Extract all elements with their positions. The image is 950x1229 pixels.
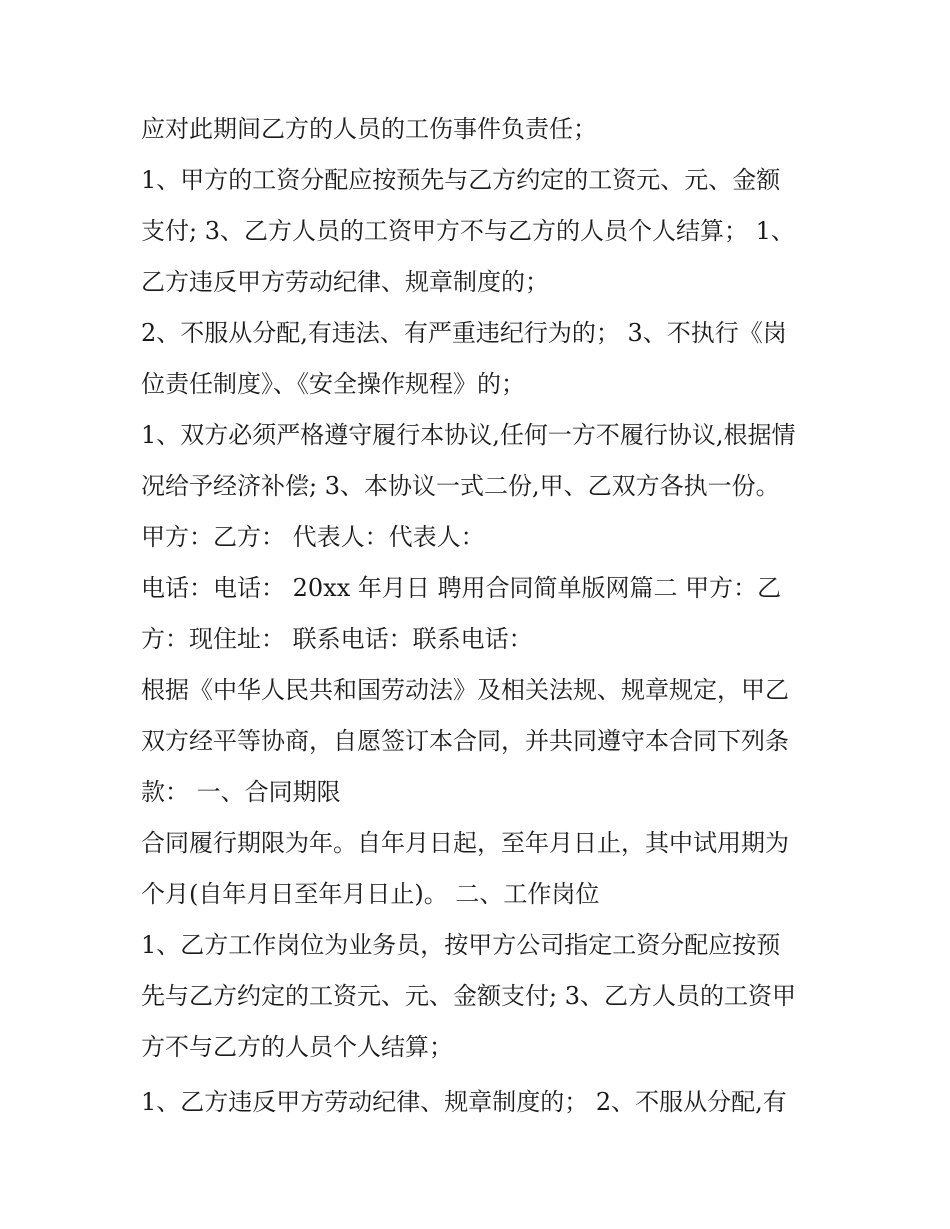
text-line: 先与乙方约定的工资元、元、金额支付; 3、乙方人员的工资甲: [141, 982, 796, 1010]
text-line: 1、乙方违反甲方劳动纪律、规章制度的； 2、不服从分配,有: [141, 1088, 787, 1116]
text-line: 方不与乙方的人员个人结算；: [141, 1033, 453, 1061]
text-line: 位责任制度》、《安全操作规程》的；: [141, 370, 525, 398]
text-line: 款： 一、合同期限: [141, 778, 341, 806]
text-line: 乙方违反甲方劳动纪律、规章制度的；: [141, 268, 549, 296]
text-line: 甲方：乙方： 代表人：代表人：: [141, 523, 485, 551]
text-line: 1、乙方工作岗位为业务员，按甲方公司指定工资分配应按预: [141, 931, 781, 959]
text-line: 应对此期间乙方的人员的工伤事件负责任；: [141, 115, 597, 143]
document-body: [141, 104, 821, 1128]
text-line: 双方经平等协商，自愿签订本合同，并共同遵守本合同下列条: [141, 727, 789, 755]
text-line: 个月(自年月日至年月日止)。 二、工作岗位: [141, 880, 600, 908]
text-line: 支付; 3、乙方人员的工资甲方不与乙方的人员个人结算； 1、: [141, 217, 795, 245]
text-line: 2、不服从分配,有违法、有严重违纪行为的； 3、不执行《岗: [141, 319, 787, 347]
text-line: 1、甲方的工资分配应按预先与乙方约定的工资元、元、金额: [141, 166, 781, 194]
text-line: 方：现住址： 联系电话：联系电话：: [141, 625, 533, 653]
text-line: 1、双方必须严格遵守履行本协议,任何一方不履行协议,根据情: [141, 421, 796, 449]
text-line: 况给予经济补偿; 3、本协议一式二份,甲、乙双方各执一份。: [141, 472, 780, 500]
text-line: 合同履行期限为年。自年月日起，至年月日止，其中试用期为: [141, 829, 789, 857]
text-line: 电话：电话： 20xx 年月日 聘用合同简单版网篇二 甲方：乙: [141, 574, 782, 602]
text-line: 根据《中华人民共和国劳动法》及相关法规、规章规定，甲乙: [141, 676, 789, 704]
